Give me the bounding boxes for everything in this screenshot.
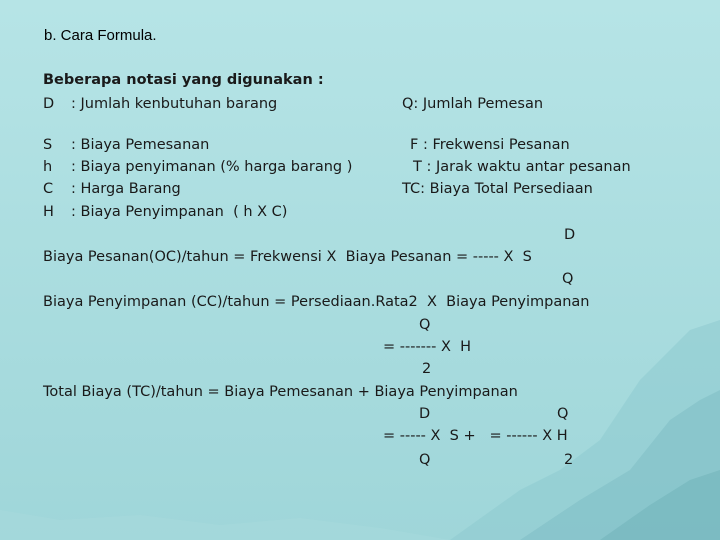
notation-right: Q: Jumlah Pemesan <box>402 96 544 112</box>
notation-right: F : Frekwensi Pesanan <box>410 137 570 153</box>
notation-symbol: S <box>43 137 53 153</box>
notation-description: : Biaya Pemesanan <box>71 137 210 153</box>
notation-symbol: H <box>43 204 54 220</box>
formula-expression: = ----- X S + = ------ X H <box>383 428 568 444</box>
formula-numerator: Q <box>419 317 431 333</box>
notation-symbol: D <box>43 96 55 112</box>
formula-expression: = ------- X H <box>383 339 472 355</box>
notation-symbol: h <box>43 159 53 175</box>
slide-heading: b. Cara Formula. <box>44 27 157 44</box>
formula-denominator: 2 <box>564 452 574 468</box>
formula-denominator: Q <box>419 452 431 468</box>
notation-description: : Harga Barang <box>71 181 181 197</box>
notation-description: : Jumlah kenbutuhan barang <box>71 96 278 112</box>
formula-line: Total Biaya (TC)/tahun = Biaya Pemesanan + Biaya Penyimpanan <box>43 384 518 400</box>
formula-numerator: Q <box>557 406 569 422</box>
formula-numerator: D <box>419 406 431 422</box>
formula-line: Biaya Pesanan(OC)/tahun = Frekwensi X Biaya Pesanan = ----- X S <box>43 249 532 265</box>
formula-numerator: D <box>564 227 576 243</box>
notation-description: : Biaya Penyimpanan ( h X C) <box>71 204 288 220</box>
formula-denominator: 2 <box>422 361 432 377</box>
notation-title: Beberapa notasi yang digunakan : <box>43 72 324 88</box>
notation-symbol: C <box>43 181 54 197</box>
formula-denominator: Q <box>562 271 574 287</box>
notation-description: : Biaya penyimanan (% harga barang ) <box>71 159 353 175</box>
notation-right: TC: Biaya Total Persediaan <box>402 181 593 197</box>
notation-right: T : Jarak waktu antar pesanan <box>413 159 631 175</box>
formula-line: Biaya Penyimpanan (CC)/tahun = Persediaan.Rata2 X Biaya Penyimpanan <box>43 294 590 310</box>
